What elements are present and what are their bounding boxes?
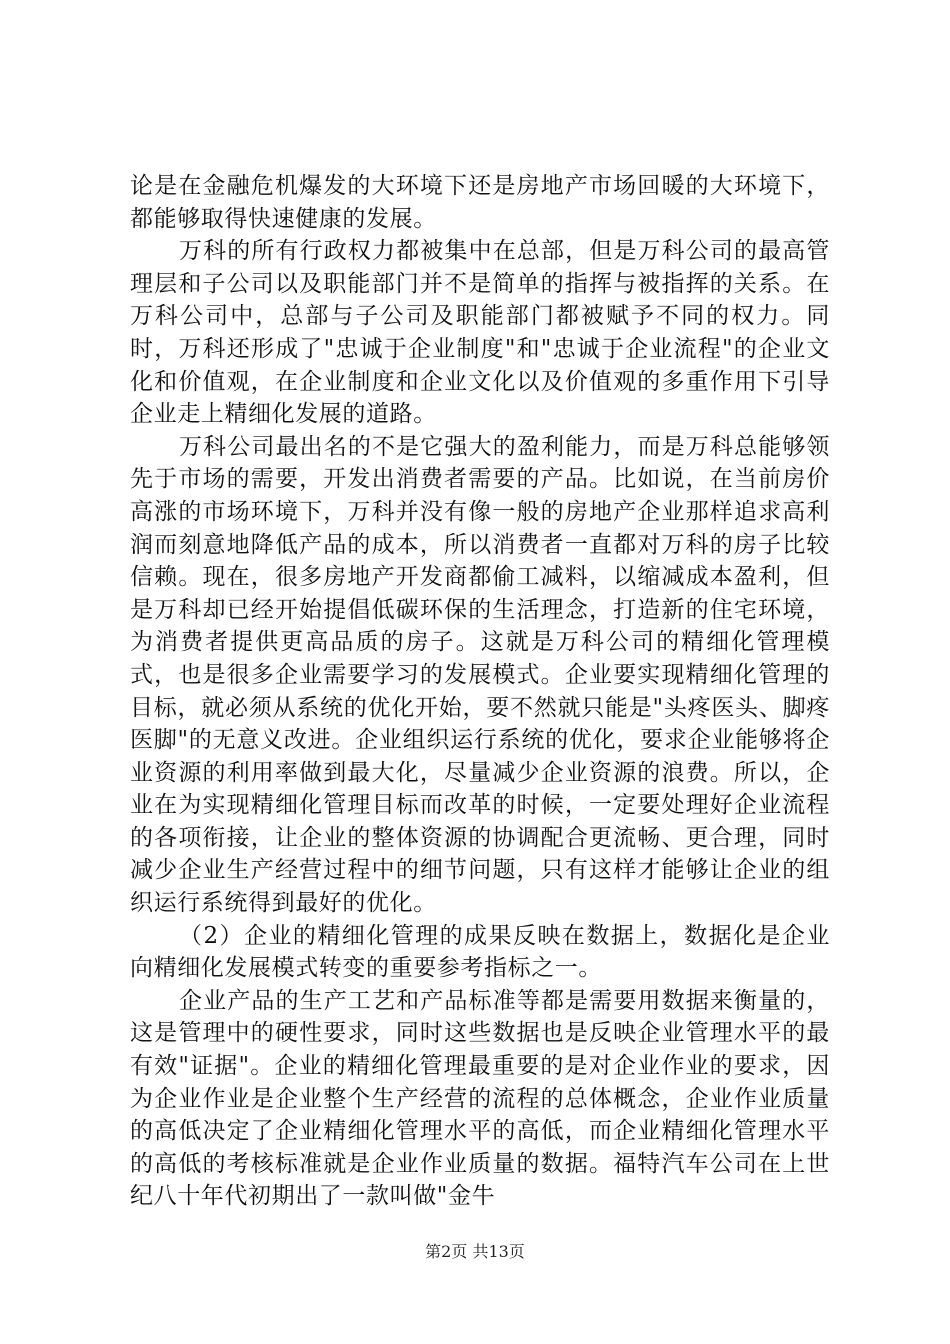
page-footer: 第2页 共13页 [425,1242,525,1261]
paragraph-4: （2）企业的精细化管理的成果反映在数据上，数据化是企业向精细化发展模式转变的重要参考指标之一。 [130,922,830,982]
paragraph-5: 企业产品的生产工艺和产品标准等都是需要用数据来衡量的，这是管理中的硬性要求，同时这些数据也是反映企业管理水平的最有效"证据"。企业的精细化管理最重要的是对企业作业的要求，因为企业作业是企业整个生产经营的流程的总体概念，企业作业质量的高低决定了企业精细化管理水平的高低，而企业精细化管理水平的高低的考核标准就是企业作业质量的数据。福特汽车公司在上世纪八十年代初期出了一款叫做"金牛 [130,987,830,1210]
paragraph-2: 万科的所有行政权力都被集中在总部，但是万科公司的最高管理层和子公司以及职能部门并不是简单的指挥与被指挥的关系。在万科公司中，总部与子公司及职能部门都被赋予不同的权力。同时，万科还形成了"忠诚于企业制度"和"忠诚于企业流程"的企业文化和价值观，在企业制度和企业文化以及价值观的多重作用下引导企业走上精细化发展的道路。 [130,238,830,428]
paragraph-1: 论是在金融危机爆发的大环境下还是房地产市场回暖的大环境下，都能够取得快速健康的发展。 [130,173,830,232]
document-body [130,170,830,1213]
paragraph-3: 万科公司最出名的不是它强大的盈利能力，而是万科总能够领先于市场的需要，开发出消费者需要的产品。比如说，在当前房价高涨的市场环境下，万科并没有像一般的房地产企业那样追求高利润而刻意地降低产品的成本，所以消费者一直都对万科的房子比较信赖。现在，很多房地产开发商都偷工减料，以缩减成本盈利，但是万科却已经开始提倡低碳环保的生活理念，打造新的住宅环境，为消费者提供更高品质的房子。这就是万科公司的精细化管理模式，也是很多企业需要学习的发展模式。企业要实现精细化管理的目标，就必须从系统的优化开始，要不然就只能是"头疼医头、脚疼医脚"的无意义改进。企业组织运行系统的优化，要求企业能够将企业资源的利用率做到最大化，尽量减少企业资源的浪费。所以，企业在为实现精细化管理目标而改革的时候，一定要处理好企业流程的各项衔接，让企业的整体资源的协调配合更流畅、更合理，同时减少企业生产经营过程中的细节问题，只有这样才能够让企业的组织运行系统得到最好的优化。 [130,433,830,917]
